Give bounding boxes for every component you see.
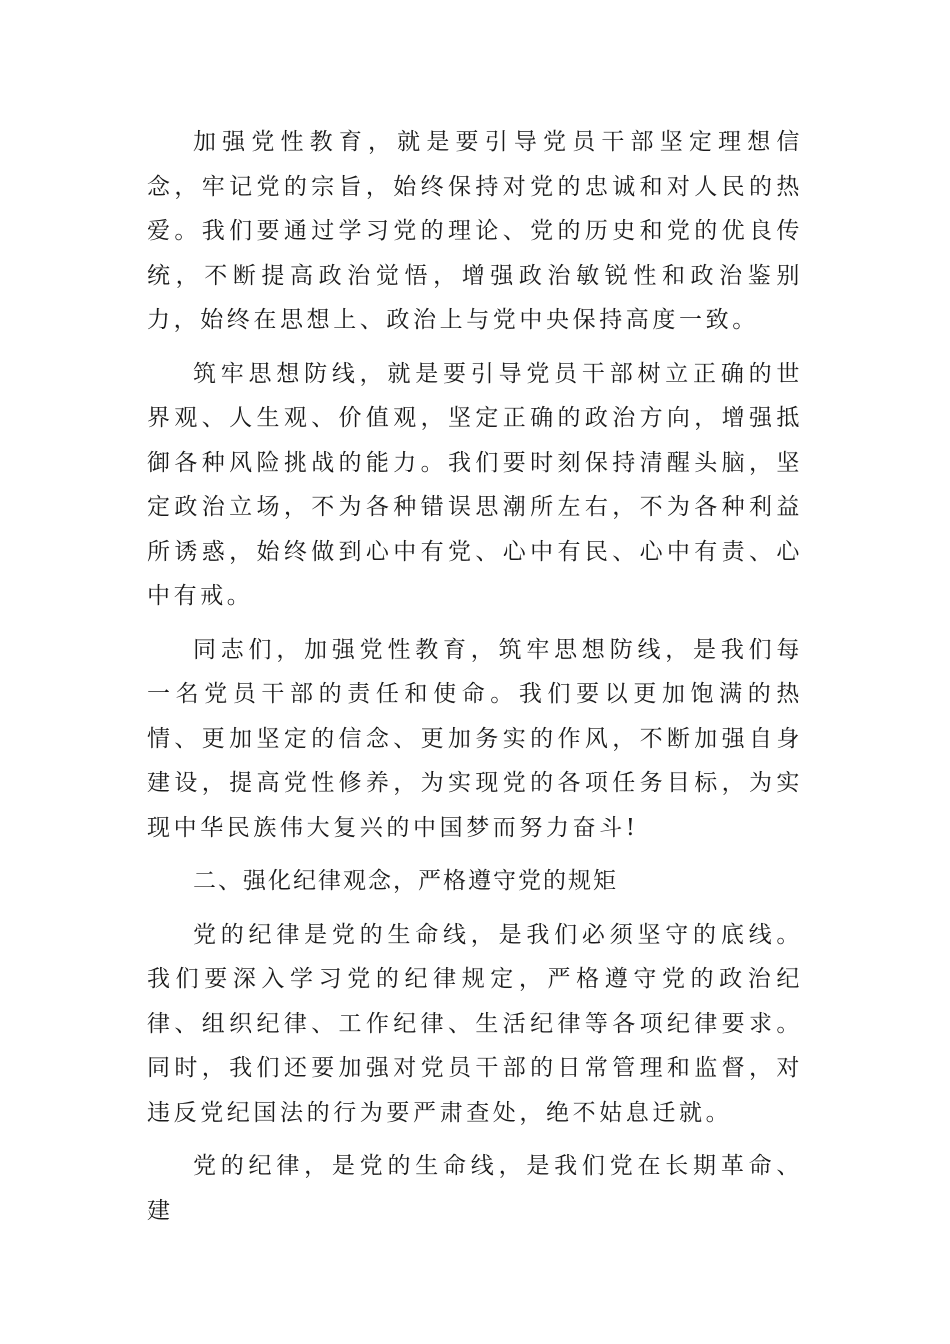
- section-heading-discipline: 二、强化纪律观念，严格遵守党的规矩: [193, 868, 618, 894]
- paragraph-discipline-lifeline: 党的纪律是党的生命线，是我们必须坚守的底线。我们要深入学习党的纪律规定，严格遵守党的政治纪律、组织纪律、工作纪律、生活纪律等各项纪律要求。同时，我们还要加强对党员干部的日常管理和监督，对违反党纪国法的行为要严肃查处，绝不姑息迁就。: [147, 921, 803, 1126]
- paragraph-comrades-call: 同志们，加强党性教育，筑牢思想防线，是我们每一名党员干部的责任和使命。我们要以更加饱满的热情、更加坚定的信念、更加务实的作风，不断加强自身建设，提高党性修养，为实现党的各项任务目标，为实现中华民族伟大复兴的中国梦而努力奋斗!: [147, 636, 803, 841]
- paragraph-discipline-history: 党的纪律，是党的生命线，是我们党在长期革命、建: [147, 1153, 803, 1224]
- paragraph-party-education: 加强党性教育，就是要引导党员干部坚定理想信念，牢记党的宗旨，始终保持对党的忠诚和对人民的热爱。我们要通过学习党的理论、党的历史和党的优良传统，不断提高政治觉悟，增强政治敏锐性和政治鉴别力，始终在思想上、政治上与党中央保持高度一致。: [147, 129, 803, 333]
- document-body: [147, 120, 803, 1233]
- paragraph-ideological-defense: 筑牢思想防线，就是要引导党员干部树立正确的世界观、人生观、价值观，坚定正确的政治方向，增强抵御各种风险挑战的能力。我们要时刻保持清醒头脑，坚定政治立场，不为各种错误思潮所左右，不为各种利益所诱惑，始终做到心中有党、心中有民、心中有责、心中有戒。: [147, 360, 803, 609]
